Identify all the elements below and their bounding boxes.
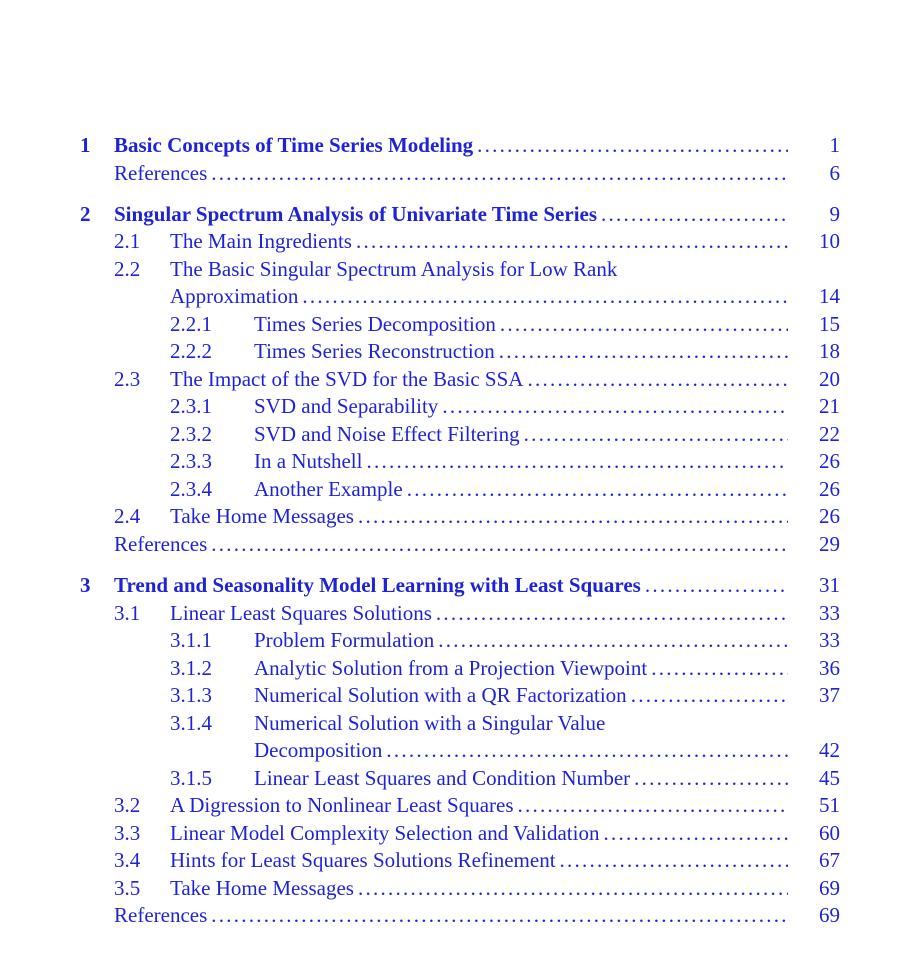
toc-page-number: 14 [819, 284, 840, 308]
toc-page-number: 51 [819, 793, 840, 817]
toc-entry-link[interactable] [254, 627, 788, 654]
toc-entry-title: Numerical Solution with a QR Factorization [254, 683, 627, 707]
toc-line [0, 421, 903, 448]
toc-entry-link[interactable] [114, 201, 788, 228]
toc-page-number: 45 [819, 766, 840, 790]
toc-entry-title: Analytic Solution from a Projection Viewpoint [254, 656, 648, 680]
toc-entry-title: The Impact of the SVD for the Basic SSA [170, 367, 524, 391]
toc-entry-link[interactable] [114, 902, 788, 929]
toc-entry-title: Approximation [170, 284, 299, 308]
dot-leader [211, 902, 788, 929]
dot-leader [601, 201, 788, 228]
toc-page-number: 33 [819, 628, 840, 652]
dot-leader [603, 820, 788, 847]
toc-page-number: 26 [819, 449, 840, 473]
toc-entry-number: 1 [80, 133, 91, 157]
toc-entry-link[interactable] [114, 572, 788, 599]
dot-leader [386, 737, 788, 764]
toc-entry-link[interactable] [254, 737, 788, 764]
toc-page-number: 37 [819, 683, 840, 707]
dot-leader [500, 311, 788, 338]
toc-entry-link[interactable] [254, 682, 788, 709]
dot-leader [524, 421, 788, 448]
toc-line [0, 503, 903, 530]
toc-line [0, 283, 903, 310]
toc-line [0, 765, 903, 792]
toc-page-number: 20 [819, 367, 840, 391]
dot-leader [302, 283, 788, 310]
toc-page-number: 60 [819, 821, 840, 845]
toc-entry-link[interactable] [254, 311, 788, 338]
toc-entry-title: Times Series Reconstruction [254, 339, 495, 363]
toc-line [0, 875, 903, 902]
toc-line [0, 710, 903, 737]
dot-leader [442, 393, 788, 420]
dot-leader [518, 792, 788, 819]
toc-entry-number: 3.4 [114, 848, 141, 872]
toc-entry-title: SVD and Noise Effect Filtering [254, 422, 520, 446]
toc-line [0, 311, 903, 338]
toc-entry-title: In a Nutshell [254, 449, 363, 473]
toc-line [0, 256, 903, 283]
toc-entry-number: 3.3 [114, 821, 141, 845]
toc-entry-link[interactable] [254, 393, 788, 420]
toc-entry-link[interactable] [170, 283, 788, 310]
toc-page-number: 33 [819, 601, 840, 625]
toc-page-number: 67 [819, 848, 840, 872]
toc-entry-title: The Basic Singular Spectrum Analysis for Low Rank [170, 257, 618, 281]
toc-entry-number: 3.1.1 [170, 628, 212, 652]
toc-line [0, 448, 903, 475]
toc-page-number: 15 [819, 312, 840, 336]
toc-entry-link[interactable] [170, 228, 788, 255]
toc-page-number: 26 [819, 504, 840, 528]
toc-entry-link[interactable] [254, 338, 788, 365]
toc-page-number: 42 [819, 738, 840, 762]
toc-entry-link[interactable] [254, 448, 788, 475]
dot-leader [211, 531, 788, 558]
toc-line [0, 792, 903, 819]
toc-entry-title: References [114, 903, 208, 927]
toc-line [0, 600, 903, 627]
toc-entry-number: 3.1.5 [170, 766, 212, 790]
toc-entry-title: Linear Model Complexity Selection and Validation [170, 821, 600, 845]
toc-page-number: 31 [819, 573, 840, 597]
toc-entry-title: Take Home Messages [170, 876, 354, 900]
toc-line [0, 820, 903, 847]
dot-leader [358, 875, 788, 902]
toc-entry-link[interactable] [170, 600, 788, 627]
toc-line [0, 847, 903, 874]
toc-entry-number: 3 [80, 573, 91, 597]
toc-entry-title: Decomposition [254, 738, 383, 762]
toc-entry-number: 2.2 [114, 257, 141, 281]
toc-page-number: 29 [819, 532, 840, 556]
toc-page-number: 9 [829, 202, 840, 226]
toc-entry-link[interactable] [254, 421, 788, 448]
toc-entry-link[interactable] [254, 765, 788, 792]
toc-line [0, 902, 903, 929]
toc-entry-link[interactable] [254, 655, 788, 682]
dot-leader [631, 682, 788, 709]
dot-leader [407, 476, 788, 503]
toc-line [0, 338, 903, 365]
toc-entry-title: Take Home Messages [170, 504, 354, 528]
toc-page-number: 18 [819, 339, 840, 363]
toc-page-number: 69 [819, 903, 840, 927]
dot-leader [438, 627, 788, 654]
toc-entry-number: 2.2.1 [170, 312, 212, 336]
toc-entry-link[interactable] [170, 875, 788, 902]
dot-leader [645, 572, 788, 599]
toc-entry-link[interactable] [170, 820, 788, 847]
dot-leader [211, 160, 788, 187]
toc-line [0, 655, 903, 682]
toc-line [0, 132, 903, 159]
toc-entry-number: 3.1.3 [170, 683, 212, 707]
toc-page-number: 10 [819, 229, 840, 253]
toc-entry-number: 2.3 [114, 367, 141, 391]
toc-entry-title: Times Series Decomposition [254, 312, 496, 336]
dot-leader [358, 503, 788, 530]
toc-entry-number: 2.3.1 [170, 394, 212, 418]
toc-entry-number: 2.3.3 [170, 449, 212, 473]
toc-line [0, 737, 903, 764]
dot-leader [634, 765, 788, 792]
toc-page-number: 6 [829, 161, 840, 185]
toc-entry-title: Trend and Seasonality Model Learning with Least Squares [114, 573, 641, 597]
toc-entry-number: 3.2 [114, 793, 141, 817]
toc-entry-title: Problem Formulation [254, 628, 435, 652]
toc-entry-link[interactable] [254, 710, 788, 737]
dot-leader [356, 228, 788, 255]
toc-entry-title: Another Example [254, 477, 403, 501]
toc-entry-title: References [114, 161, 208, 185]
toc-entry-title: The Main Ingredients [170, 229, 352, 253]
toc-line [0, 476, 903, 503]
toc-entry-link[interactable] [170, 366, 788, 393]
toc-entry-number: 2.1 [114, 229, 141, 253]
toc-page-number: 1 [829, 133, 840, 157]
toc-entry-title: Linear Least Squares Solutions [170, 601, 432, 625]
toc-entry-title: Linear Least Squares and Condition Number [254, 766, 631, 790]
toc-entry-number: 2.3.4 [170, 477, 212, 501]
dot-leader [477, 132, 788, 159]
dot-leader [436, 600, 788, 627]
toc-entry-link[interactable] [170, 503, 788, 530]
toc-entry-link[interactable] [114, 531, 788, 558]
toc-line [0, 393, 903, 420]
toc-entry-title: Basic Concepts of Time Series Modeling [114, 133, 474, 157]
toc-entry-link[interactable] [114, 160, 788, 187]
toc-entry-title: References [114, 532, 208, 556]
toc-line [0, 627, 903, 654]
toc-entry-number: 3.1 [114, 601, 141, 625]
toc-entry-title: Singular Spectrum Analysis of Univariate Time Series [114, 202, 598, 226]
toc-page-number: 36 [819, 656, 840, 680]
toc-entry-title: A Digression to Nonlinear Least Squares [170, 793, 514, 817]
toc-line [0, 366, 903, 393]
toc-entry-link[interactable] [114, 132, 788, 159]
toc-entry-number: 2 [80, 202, 91, 226]
toc-entry-number: 2.3.2 [170, 422, 212, 446]
toc-page-number: 26 [819, 477, 840, 501]
toc-entry-title: Numerical Solution with a Singular Value [254, 711, 606, 735]
toc-page-number: 22 [819, 422, 840, 446]
toc-entry-title: Hints for Least Squares Solutions Refinement [170, 848, 556, 872]
toc-entry-link[interactable] [254, 476, 788, 503]
toc-line [0, 572, 903, 599]
dot-leader [527, 366, 788, 393]
toc-entry-number: 2.2.2 [170, 339, 212, 363]
dot-leader [499, 338, 788, 365]
toc-entry-number: 2.4 [114, 504, 141, 528]
toc-line [0, 682, 903, 709]
toc-entry-link[interactable] [170, 256, 788, 283]
toc-line [0, 228, 903, 255]
dot-leader [560, 847, 788, 874]
dot-leader [366, 448, 788, 475]
toc-line [0, 201, 903, 228]
toc-entry-number: 3.5 [114, 876, 141, 900]
toc-entry-link[interactable] [170, 847, 788, 874]
toc-line [0, 160, 903, 187]
toc-page-number: 69 [819, 876, 840, 900]
toc-page-number: 21 [819, 394, 840, 418]
toc-line [0, 531, 903, 558]
toc-entry-number: 3.1.4 [170, 711, 212, 735]
toc-entry-title: SVD and Separability [254, 394, 439, 418]
toc-entry-link[interactable] [170, 792, 788, 819]
dot-leader [651, 655, 788, 682]
toc-entry-number: 3.1.2 [170, 656, 212, 680]
